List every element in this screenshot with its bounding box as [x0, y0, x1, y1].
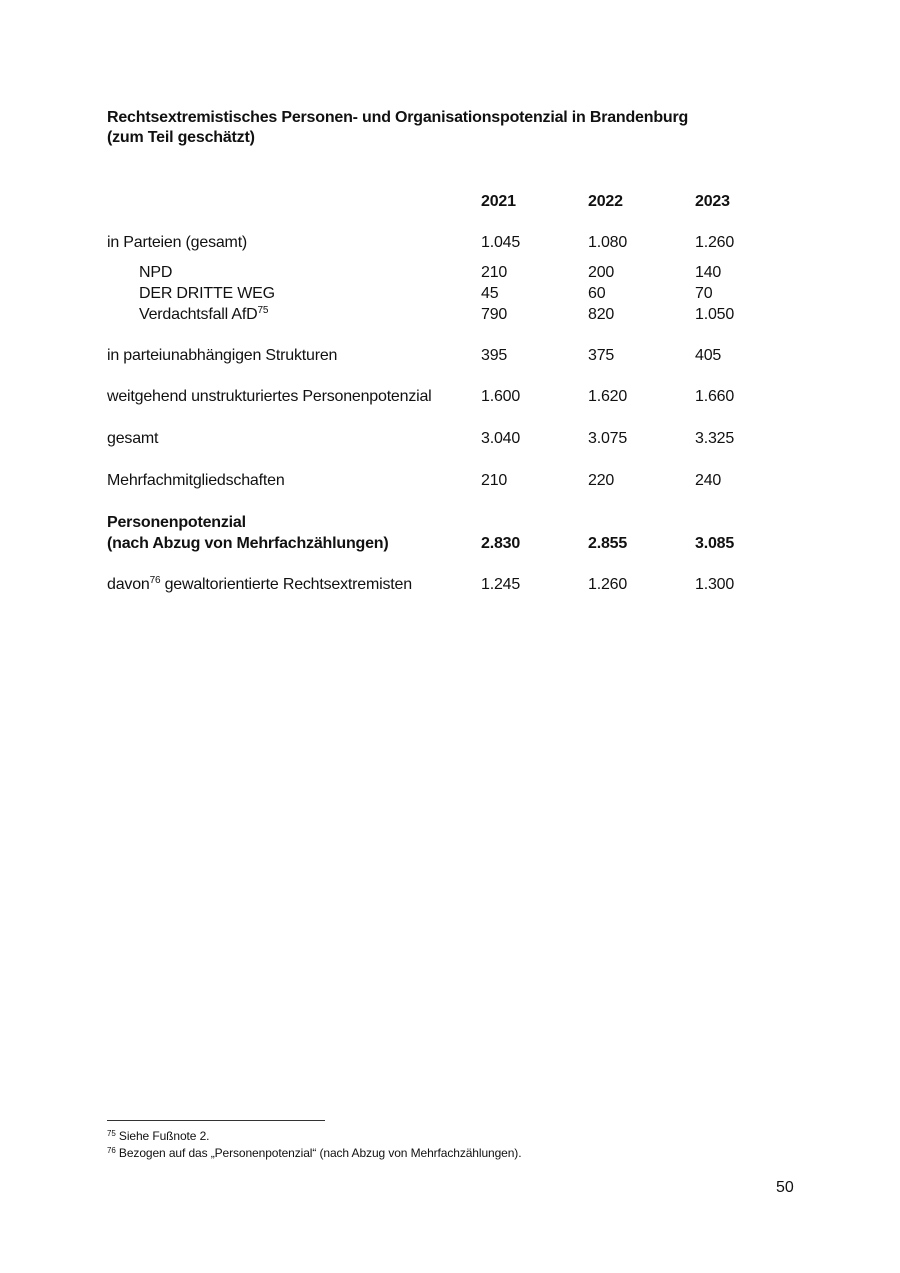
row-label-prefix: davon: [107, 576, 150, 593]
table-row-personenpotenzial-label: [0, 512, 900, 533]
row-label: NPD: [139, 264, 173, 281]
footnote-text: Bezogen auf das „Personenpotenzial“ (nach Abzug von Mehrfachzählungen).: [115, 1146, 522, 1160]
value-2021: 395: [481, 347, 508, 364]
table-title-line-1: Rechtsextremistisches Personen- und Organisationspotenzial in Brandenburg: [107, 109, 689, 126]
column-header-2022: 2022: [588, 193, 623, 210]
value-2022: 1.080: [588, 234, 628, 251]
table-row-personenpotenzial: [0, 533, 900, 554]
row-label: in Parteien (gesamt): [107, 234, 248, 251]
row-label: DER DRITTE WEG: [139, 285, 275, 302]
value-2022: 1.620: [588, 388, 628, 405]
value-2021: 2.830: [481, 535, 521, 552]
table-row-npd: [0, 262, 900, 283]
page-number: 50: [776, 1179, 794, 1196]
value-2022: 60: [588, 285, 606, 302]
value-2023: 3.085: [695, 535, 735, 552]
row-label: Personenpotenzial: [107, 514, 246, 531]
table-row-gesamt: [0, 428, 900, 449]
table-title: [107, 108, 688, 148]
value-2021: 45: [481, 285, 499, 302]
value-2022: 3.075: [588, 430, 628, 447]
value-2023: 1.050: [695, 306, 735, 323]
table-row-der-dritte-weg: [0, 283, 900, 304]
value-2023: 1.300: [695, 576, 735, 593]
value-2023: 240: [695, 472, 722, 489]
row-label-suffix: gewaltorientierte Rechtsextremisten: [160, 576, 412, 593]
row-label: [139, 304, 268, 325]
value-2022: 200: [588, 264, 615, 281]
table-row-verdachtsfall-afd: [0, 304, 900, 325]
value-2021: 1.600: [481, 388, 521, 405]
value-2023: 140: [695, 264, 722, 281]
row-label: [107, 574, 412, 595]
value-2023: 1.660: [695, 388, 735, 405]
row-label: gesamt: [107, 430, 159, 447]
row-label: (nach Abzug von Mehrfachzählungen): [107, 535, 389, 552]
footnote-number: 76: [107, 1146, 116, 1155]
footnote-ref-76: 76: [149, 575, 161, 586]
footnote-76: [107, 1146, 521, 1161]
value-2021: 1.045: [481, 234, 521, 251]
row-label-text: Verdachtsfall AfD: [139, 306, 258, 323]
value-2021: 210: [481, 472, 508, 489]
value-2021: 210: [481, 264, 508, 281]
table-row-parteiunabhaengig: [0, 345, 900, 366]
footnote-separator: [107, 1120, 325, 1121]
row-label: weitgehend unstrukturiertes Personenpotenzial: [107, 388, 432, 405]
value-2023: 1.260: [695, 234, 735, 251]
row-label: Mehrfachmitgliedschaften: [107, 472, 285, 489]
value-2021: 790: [481, 306, 508, 323]
value-2023: 405: [695, 347, 722, 364]
column-header-2021: 2021: [481, 193, 516, 210]
value-2021: 3.040: [481, 430, 521, 447]
table-title-line-2: (zum Teil geschätzt): [107, 129, 255, 146]
footnote-ref-75: 75: [257, 305, 269, 316]
footnote-text: Siehe Fußnote 2.: [115, 1129, 210, 1143]
value-2022: 220: [588, 472, 615, 489]
column-header-row: [0, 191, 900, 212]
table-row-gewaltorientiert: [0, 574, 900, 595]
value-2021: 1.245: [481, 576, 521, 593]
value-2022: 2.855: [588, 535, 628, 552]
table-row-parteien: [0, 232, 900, 253]
table-row-mehrfachmitgliedschaften: [0, 470, 900, 491]
footnote-number: 75: [107, 1129, 116, 1138]
table-row-unstrukturiert: [0, 386, 900, 407]
value-2022: 1.260: [588, 576, 628, 593]
row-label: in parteiunabhängigen Strukturen: [107, 347, 338, 364]
column-header-2023: 2023: [695, 193, 730, 210]
footnote-75: [107, 1129, 209, 1144]
value-2022: 820: [588, 306, 615, 323]
value-2022: 375: [588, 347, 615, 364]
value-2023: 3.325: [695, 430, 735, 447]
value-2023: 70: [695, 285, 713, 302]
